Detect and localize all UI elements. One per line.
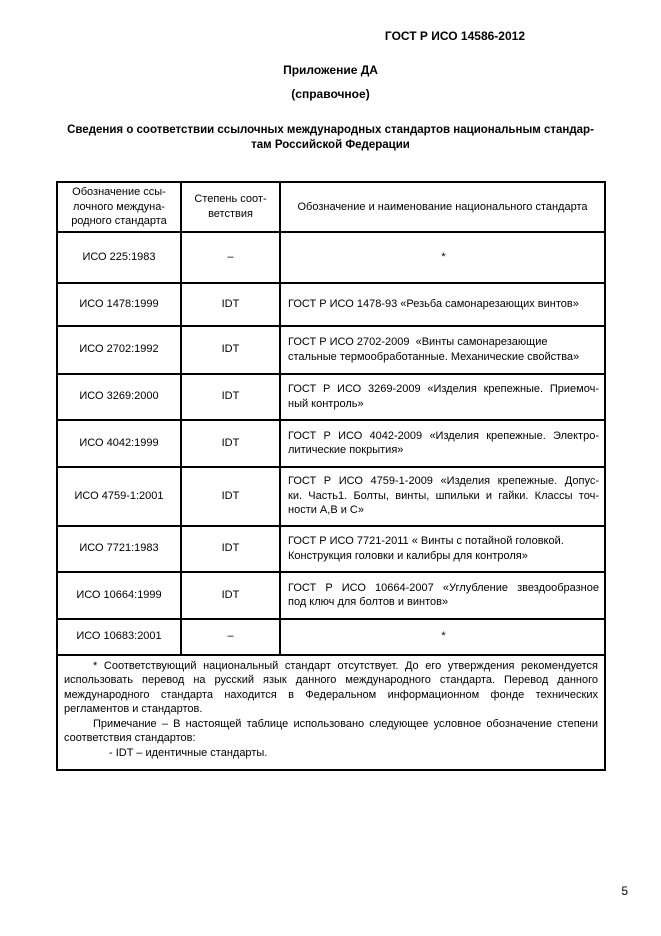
table-row (57, 374, 605, 420)
appendix-title: Приложение ДА (283, 63, 378, 77)
cell-national-standard (280, 526, 605, 572)
table-row (57, 420, 605, 467)
header-degree-of-correspondence (181, 182, 280, 232)
page-number: 5 (621, 884, 628, 898)
text-line: лочного междуна- (73, 200, 165, 213)
cell-degree-of-correspondence: – (181, 232, 280, 283)
section-title (0, 123, 661, 153)
text-line: Обозначение и наименование национального стандарта (297, 200, 588, 213)
cell-degree-of-correspondence: IDT (181, 420, 280, 467)
table-row (57, 232, 605, 283)
cell-degree-of-correspondence: IDT (181, 326, 280, 374)
table-body (57, 232, 605, 655)
text-line: ГОСТ Р ИСО 10664-2007 «Углубление звездообразное (288, 581, 599, 594)
running-header: ГОСТ Р ИСО 14586-2012 (384, 29, 525, 43)
cell-degree-of-correspondence: IDT (181, 572, 280, 619)
text-line: * (441, 250, 446, 263)
table-footnote-row (57, 655, 605, 771)
cell-degree-of-correspondence: – (181, 619, 280, 655)
cell-degree-of-correspondence: IDT (181, 283, 280, 326)
cell-national-standard (280, 619, 605, 655)
cell-international-standard: ИСО 10683:2001 (57, 619, 181, 655)
table-footer (57, 655, 605, 771)
cell-degree-of-correspondence: IDT (181, 467, 280, 526)
correspondence-table (56, 181, 606, 771)
table-header-row (57, 182, 605, 232)
text-line: ГОСТ Р ИСО 3269-2009 «Изделия крепежные. Приемоч- (288, 383, 599, 395)
cell-degree-of-correspondence: IDT (181, 374, 280, 420)
text-line: ности А,В и С» (288, 504, 364, 517)
text-line: Сведения о соответствии ссылочных международных стандартов национальным стандар- (67, 124, 594, 136)
table-header (57, 182, 605, 232)
cell-national-standard (280, 572, 605, 619)
table-row (57, 572, 605, 619)
cell-national-standard (280, 467, 605, 526)
table-row (57, 326, 605, 374)
table-footnote-cell (57, 655, 605, 771)
text-line: стальные термообработанные. Механические свойства» (288, 350, 580, 363)
cell-international-standard: ИСО 225:1983 (57, 232, 181, 283)
text-line: ГОСТ Р ИСО 4042-2009 «Изделия крепежные. Электро- (288, 429, 599, 442)
text-line: ГОСТ Р ИСО 1478-93 «Резьба самонарезающих винтов» (288, 297, 579, 310)
cell-degree-of-correspondence: IDT (181, 526, 280, 572)
text-line: ветствия (208, 207, 253, 220)
text-line: ки. Часть1. Болты, винты, шпильки и гайки. Классы точ- (288, 489, 599, 502)
text-line: ГОСТ Р ИСО 4759-1-2009 «Изделия крепежные. Допус- (288, 475, 599, 488)
text-line: там Российской Федерации (251, 139, 410, 151)
text-line: Конструкция головки и калибры для контроля» (288, 549, 528, 562)
text-line: родного стандарта (71, 215, 167, 227)
footnote-paragraph: - IDT – идентичные стандарты. (109, 746, 268, 759)
cell-national-standard (280, 420, 605, 467)
cell-international-standard: ИСО 10664:1999 (57, 572, 181, 619)
table-row (57, 619, 605, 655)
text-line: ГОСТ Р ИСО 2702-2009 «Винты самонарезающие (288, 336, 548, 348)
text-line: Степень соот- (194, 193, 267, 206)
footnote-paragraph: * Соответствующий национальный стандарт отсутствует. До его утверждения рекомендуется использовать перевод на русский язык данного международного стандарта. Перевод данного международного стандарта находится в Федеральном информационном фонде технических регламентов и стандартов. (64, 659, 598, 715)
header-international-standard (57, 182, 181, 232)
footnote-paragraph: Примечание – В настоящей таблице использовано следующее условное обозначение степени соответствия стандартов: (64, 717, 598, 744)
cell-international-standard: ИСО 1478:1999 (57, 283, 181, 326)
cell-international-standard: ИСО 7721:1983 (57, 526, 181, 572)
cell-international-standard: ИСО 3269:2000 (57, 374, 181, 420)
cell-national-standard (280, 283, 605, 326)
table-row (57, 526, 605, 572)
cell-national-standard (280, 232, 605, 283)
text-line: литические покрытия» (288, 444, 404, 456)
cell-national-standard (280, 326, 605, 374)
table-row (57, 467, 605, 526)
cell-international-standard: ИСО 2702:1992 (57, 326, 181, 374)
header-national-standard (280, 182, 605, 232)
cell-international-standard: ИСО 4759-1:2001 (57, 467, 181, 526)
text-line: ный контроль» (288, 397, 364, 410)
cell-national-standard (280, 374, 605, 420)
table-row (57, 283, 605, 326)
appendix-subtitle: (справочное) (291, 87, 370, 101)
text-line: под ключ для болтов и винтов» (288, 596, 449, 608)
cell-international-standard: ИСО 4042:1999 (57, 420, 181, 467)
text-line: * (441, 630, 446, 643)
text-line: Обозначение ссы- (72, 186, 166, 198)
text-line: ГОСТ Р ИСО 7721-2011 « Винты с потайной головкой. (288, 535, 564, 547)
